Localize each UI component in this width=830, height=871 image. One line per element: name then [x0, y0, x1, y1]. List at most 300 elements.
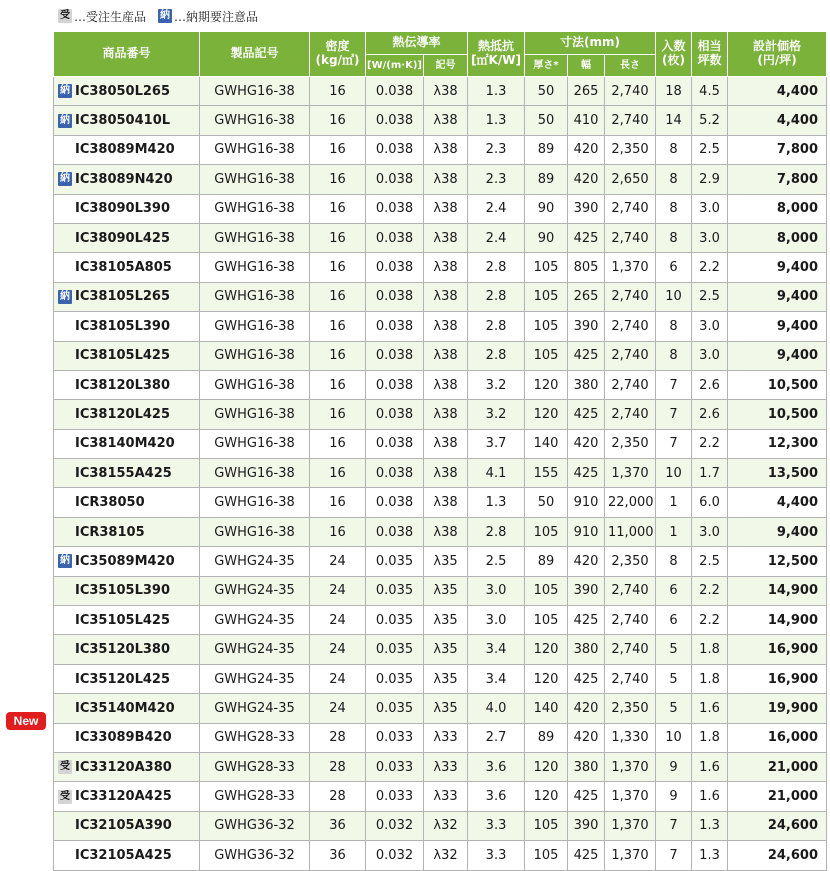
header-width: 幅 [568, 55, 605, 77]
thickness-cell: 140 [525, 694, 568, 723]
product-no-text: IC35105L425 [75, 612, 171, 628]
width-cell: 425 [568, 223, 605, 252]
conductivity-cell: 0.035 [366, 694, 424, 723]
price-cell: 9,400 [728, 253, 827, 282]
header-density [310, 32, 366, 77]
symbol-cell: λ33 [424, 723, 468, 752]
width-cell: 420 [568, 694, 605, 723]
symbol-cell: λ38 [424, 282, 468, 311]
nou-badge-icon: 納 [160, 10, 171, 21]
price-cell: 7,800 [728, 165, 827, 194]
conductivity-cell: 0.033 [366, 723, 424, 752]
product-no-text: IC38120L380 [75, 377, 171, 393]
ju-badge-icon: 受 [60, 761, 70, 773]
symbol-cell: λ38 [424, 194, 468, 223]
product-no-cell [54, 752, 200, 781]
header-quantity-label: 入数 [661, 39, 686, 54]
table-row [54, 341, 827, 370]
quantity-cell: 8 [656, 341, 692, 370]
resistance-cell: 3.3 [468, 841, 525, 870]
product-no-cell [54, 77, 200, 106]
symbol-cell: λ38 [424, 223, 468, 252]
resistance-cell: 3.0 [468, 576, 525, 605]
table-row [54, 723, 827, 752]
width-cell: 410 [568, 106, 605, 135]
product-no-text: IC38089M420 [75, 142, 175, 158]
table-row [54, 635, 827, 664]
length-cell: 2,350 [605, 547, 656, 576]
density-cell: 16 [310, 135, 366, 164]
length-cell: 1,370 [605, 253, 656, 282]
code-cell: GWHG16-38 [200, 400, 310, 429]
length-cell: 11,000 [605, 517, 656, 546]
thickness-cell: 120 [525, 782, 568, 811]
price-cell: 10,500 [728, 400, 827, 429]
table-row [54, 223, 827, 252]
header-resistance-unit: [㎡K/W] [471, 53, 521, 67]
tsubo-cell: 2.5 [692, 547, 728, 576]
thickness-cell: 120 [525, 400, 568, 429]
product-no-cell [54, 782, 200, 811]
header-resistance [468, 32, 525, 77]
tsubo-cell: 3.0 [692, 194, 728, 223]
product-no-cell [54, 223, 200, 252]
product-no-text: IC38050L265 [75, 83, 171, 99]
header-symbol: 記号 [424, 55, 468, 77]
thickness-cell: 50 [525, 77, 568, 106]
density-cell: 16 [310, 370, 366, 399]
quantity-cell: 8 [656, 312, 692, 341]
width-cell: 420 [568, 429, 605, 458]
conductivity-cell: 0.038 [366, 135, 424, 164]
product-no-cell [54, 370, 200, 399]
code-cell: GWHG16-38 [200, 341, 310, 370]
nou-badge-icon: 納 [60, 290, 70, 302]
tsubo-cell: 5.2 [692, 106, 728, 135]
table-row [54, 517, 827, 546]
code-cell: GWHG16-38 [200, 253, 310, 282]
table-row [54, 135, 827, 164]
nou-badge-icon: 納 [60, 85, 70, 97]
conductivity-cell: 0.035 [366, 547, 424, 576]
product-no-text: IC35120L425 [75, 671, 171, 687]
header-resistance-label: 熱抵抗 [478, 39, 515, 54]
thickness-cell: 90 [525, 223, 568, 252]
thickness-cell: 105 [525, 282, 568, 311]
density-cell: 24 [310, 576, 366, 605]
tsubo-cell: 3.0 [692, 312, 728, 341]
quantity-cell: 1 [656, 517, 692, 546]
product-no-text: IC38105L390 [75, 318, 171, 334]
code-cell: GWHG28-33 [200, 723, 310, 752]
product-no-cell [54, 517, 200, 546]
quantity-cell: 8 [656, 194, 692, 223]
density-cell: 28 [310, 782, 366, 811]
product-no-cell [54, 576, 200, 605]
resistance-cell: 3.4 [468, 635, 525, 664]
conductivity-cell: 0.038 [366, 106, 424, 135]
thickness-cell: 105 [525, 841, 568, 870]
width-cell: 425 [568, 664, 605, 693]
length-cell: 1,370 [605, 782, 656, 811]
price-cell: 4,400 [728, 106, 827, 135]
tsubo-cell: 1.6 [692, 782, 728, 811]
table-row [54, 370, 827, 399]
table-row [54, 576, 827, 605]
ju-badge-icon: 受 [60, 10, 70, 21]
width-cell: 425 [568, 782, 605, 811]
tsubo-cell: 2.2 [692, 576, 728, 605]
new-badge: New [6, 712, 46, 730]
quantity-cell: 9 [656, 752, 692, 781]
header-tsubo [692, 32, 728, 77]
width-cell: 425 [568, 459, 605, 488]
product-no-text: IC33089B420 [75, 730, 172, 746]
thickness-cell: 120 [525, 752, 568, 781]
header-product-code: 製品記号 [200, 32, 310, 77]
symbol-cell: λ35 [424, 635, 468, 664]
table-row [54, 165, 827, 194]
thickness-cell: 120 [525, 635, 568, 664]
price-cell: 7,800 [728, 135, 827, 164]
product-no-text: IC38155A425 [75, 465, 172, 481]
conductivity-cell: 0.038 [366, 400, 424, 429]
symbol-cell: λ38 [424, 517, 468, 546]
resistance-cell: 2.7 [468, 723, 525, 752]
product-no-text: IC35120L380 [75, 642, 171, 658]
width-cell: 420 [568, 165, 605, 194]
length-cell: 2,740 [605, 194, 656, 223]
symbol-cell: λ35 [424, 547, 468, 576]
length-cell: 2,740 [605, 400, 656, 429]
density-cell: 28 [310, 723, 366, 752]
quantity-cell: 6 [656, 253, 692, 282]
resistance-cell: 2.8 [468, 312, 525, 341]
width-cell: 420 [568, 723, 605, 752]
table-row [54, 429, 827, 458]
conductivity-cell: 0.038 [366, 459, 424, 488]
resistance-cell: 3.4 [468, 664, 525, 693]
conductivity-cell: 0.033 [366, 752, 424, 781]
length-cell: 1,370 [605, 752, 656, 781]
conductivity-cell: 0.038 [366, 517, 424, 546]
price-cell: 14,900 [728, 606, 827, 635]
header-length: 長さ [605, 55, 656, 77]
nou-badge-icon: 納 [60, 173, 70, 185]
conductivity-cell: 0.038 [366, 77, 424, 106]
quantity-cell: 7 [656, 811, 692, 840]
header-price [728, 32, 827, 77]
table-row [54, 282, 827, 311]
quantity-cell: 7 [656, 841, 692, 870]
table-row [54, 488, 827, 517]
resistance-cell: 2.3 [468, 165, 525, 194]
product-no-cell [54, 488, 200, 517]
quantity-cell: 18 [656, 77, 692, 106]
product-no-cell [54, 400, 200, 429]
density-cell: 16 [310, 400, 366, 429]
price-cell: 16,900 [728, 635, 827, 664]
conductivity-cell: 0.035 [366, 606, 424, 635]
quantity-cell: 8 [656, 547, 692, 576]
price-cell: 12,500 [728, 547, 827, 576]
product-no-cell [54, 253, 200, 282]
width-cell: 910 [568, 517, 605, 546]
width-cell: 380 [568, 752, 605, 781]
code-cell: GWHG16-38 [200, 370, 310, 399]
table-row [54, 782, 827, 811]
price-cell: 9,400 [728, 341, 827, 370]
density-cell: 24 [310, 664, 366, 693]
thickness-cell: 105 [525, 576, 568, 605]
tsubo-cell: 1.3 [692, 841, 728, 870]
resistance-cell: 3.0 [468, 606, 525, 635]
width-cell: 420 [568, 547, 605, 576]
table-row [54, 400, 827, 429]
table-row [54, 606, 827, 635]
legend-nou-text: …納期要注意品 [174, 9, 259, 24]
quantity-cell: 8 [656, 223, 692, 252]
price-cell: 24,600 [728, 841, 827, 870]
price-cell: 12,300 [728, 429, 827, 458]
density-cell: 24 [310, 547, 366, 576]
product-no-cell [54, 606, 200, 635]
table-row [54, 841, 827, 870]
resistance-cell: 2.4 [468, 223, 525, 252]
price-cell: 19,900 [728, 694, 827, 723]
density-cell: 16 [310, 341, 366, 370]
symbol-cell: λ38 [424, 370, 468, 399]
thickness-cell: 89 [525, 723, 568, 752]
conductivity-cell: 0.035 [366, 664, 424, 693]
product-no-cell [54, 664, 200, 693]
length-cell: 1,370 [605, 459, 656, 488]
resistance-cell: 1.3 [468, 106, 525, 135]
density-cell: 24 [310, 694, 366, 723]
tsubo-cell: 1.8 [692, 723, 728, 752]
product-no-text: IC38050410L [75, 113, 171, 129]
product-no-text: IC33120A380 [75, 759, 172, 775]
product-no-text: ICR38105 [75, 524, 145, 540]
tsubo-cell: 3.0 [692, 341, 728, 370]
density-cell: 16 [310, 106, 366, 135]
tsubo-cell: 4.5 [692, 77, 728, 106]
resistance-cell: 2.3 [468, 135, 525, 164]
tsubo-cell: 1.8 [692, 635, 728, 664]
product-no-cell [54, 312, 200, 341]
tsubo-cell: 3.0 [692, 517, 728, 546]
length-cell: 2,740 [605, 635, 656, 664]
header-density-unit: (kg/㎥) [315, 53, 360, 67]
resistance-cell: 4.0 [468, 694, 525, 723]
table-row [54, 106, 827, 135]
code-cell: GWHG16-38 [200, 429, 310, 458]
length-cell: 2,740 [605, 223, 656, 252]
width-cell: 265 [568, 282, 605, 311]
density-cell: 28 [310, 752, 366, 781]
length-cell: 2,740 [605, 282, 656, 311]
symbol-cell: λ32 [424, 811, 468, 840]
quantity-cell: 9 [656, 782, 692, 811]
thickness-cell: 140 [525, 429, 568, 458]
tsubo-cell: 2.2 [692, 253, 728, 282]
thickness-cell: 120 [525, 370, 568, 399]
length-cell: 2,740 [605, 606, 656, 635]
price-cell: 9,400 [728, 517, 827, 546]
tsubo-cell: 3.0 [692, 223, 728, 252]
width-cell: 380 [568, 370, 605, 399]
price-cell: 21,000 [728, 752, 827, 781]
product-no-cell [54, 135, 200, 164]
tsubo-cell: 2.2 [692, 606, 728, 635]
tsubo-cell: 1.6 [692, 752, 728, 781]
resistance-cell: 2.8 [468, 282, 525, 311]
code-cell: GWHG36-32 [200, 811, 310, 840]
conductivity-cell: 0.038 [366, 370, 424, 399]
code-cell: GWHG16-38 [200, 223, 310, 252]
price-cell: 9,400 [728, 282, 827, 311]
table-row [54, 253, 827, 282]
product-no-text: IC32105A390 [75, 818, 172, 834]
symbol-cell: λ35 [424, 694, 468, 723]
symbol-cell: λ38 [424, 77, 468, 106]
code-cell: GWHG16-38 [200, 517, 310, 546]
resistance-cell: 3.2 [468, 400, 525, 429]
product-no-text: IC38120L425 [75, 406, 171, 422]
quantity-cell: 7 [656, 429, 692, 458]
symbol-cell: λ33 [424, 782, 468, 811]
resistance-cell: 3.2 [468, 370, 525, 399]
length-cell: 2,650 [605, 165, 656, 194]
table-row [54, 459, 827, 488]
header-conductivity: 熱伝導率 [366, 32, 468, 55]
thickness-cell: 105 [525, 606, 568, 635]
symbol-cell: λ32 [424, 841, 468, 870]
resistance-cell: 3.6 [468, 782, 525, 811]
length-cell: 2,350 [605, 429, 656, 458]
width-cell: 380 [568, 635, 605, 664]
quantity-cell: 7 [656, 400, 692, 429]
symbol-cell: λ38 [424, 429, 468, 458]
symbol-cell: λ38 [424, 253, 468, 282]
product-spec-table [53, 31, 827, 871]
code-cell: GWHG16-38 [200, 106, 310, 135]
price-cell: 8,000 [728, 223, 827, 252]
price-cell: 24,600 [728, 811, 827, 840]
density-cell: 36 [310, 841, 366, 870]
code-cell: GWHG36-32 [200, 841, 310, 870]
header-price-label: 設計価格 [753, 39, 802, 54]
quantity-cell: 8 [656, 165, 692, 194]
tsubo-cell: 2.2 [692, 429, 728, 458]
product-no-cell [54, 694, 200, 723]
code-cell: GWHG16-38 [200, 135, 310, 164]
conductivity-cell: 0.038 [366, 223, 424, 252]
conductivity-cell: 0.038 [366, 429, 424, 458]
nou-badge-icon: 納 [60, 114, 70, 126]
product-no-cell [54, 106, 200, 135]
table-row [54, 694, 827, 723]
width-cell: 805 [568, 253, 605, 282]
conductivity-cell: 0.035 [366, 576, 424, 605]
quantity-cell: 6 [656, 576, 692, 605]
tsubo-cell: 2.6 [692, 370, 728, 399]
header-thickness: 厚さ* [525, 55, 568, 77]
product-no-text: IC38090L425 [75, 230, 171, 246]
thickness-cell: 50 [525, 488, 568, 517]
conductivity-cell: 0.033 [366, 782, 424, 811]
code-cell: GWHG24-35 [200, 694, 310, 723]
density-cell: 16 [310, 517, 366, 546]
price-cell: 10,500 [728, 370, 827, 399]
length-cell: 2,740 [605, 370, 656, 399]
header-quantity-unit: (枚) [662, 53, 685, 67]
code-cell: GWHG16-38 [200, 77, 310, 106]
code-cell: GWHG24-35 [200, 664, 310, 693]
conductivity-cell: 0.038 [366, 165, 424, 194]
density-cell: 16 [310, 165, 366, 194]
tsubo-cell: 1.8 [692, 664, 728, 693]
thickness-cell: 105 [525, 811, 568, 840]
product-no-text: IC38105A805 [75, 260, 172, 276]
product-no-cell [54, 841, 200, 870]
width-cell: 265 [568, 77, 605, 106]
header-product-no: 商品番号 [54, 32, 200, 77]
length-cell: 1,370 [605, 841, 656, 870]
tsubo-cell: 1.3 [692, 811, 728, 840]
header-conductivity-unit: [W/(m·K)] [366, 55, 424, 77]
product-no-text: IC38140M420 [75, 436, 175, 452]
table-row [54, 811, 827, 840]
thickness-cell: 89 [525, 135, 568, 164]
density-cell: 16 [310, 77, 366, 106]
width-cell: 910 [568, 488, 605, 517]
tsubo-cell: 2.9 [692, 165, 728, 194]
product-no-cell [54, 811, 200, 840]
product-no-text: ICR38050 [75, 495, 145, 511]
code-cell: GWHG16-38 [200, 459, 310, 488]
price-cell: 16,900 [728, 664, 827, 693]
conductivity-cell: 0.038 [366, 341, 424, 370]
conductivity-cell: 0.038 [366, 282, 424, 311]
thickness-cell: 50 [525, 106, 568, 135]
code-cell: GWHG24-35 [200, 635, 310, 664]
product-no-text: IC32105A425 [75, 847, 172, 863]
width-cell: 390 [568, 811, 605, 840]
code-cell: GWHG24-35 [200, 576, 310, 605]
quantity-cell: 7 [656, 370, 692, 399]
price-cell: 16,000 [728, 723, 827, 752]
symbol-cell: λ35 [424, 664, 468, 693]
symbol-cell: λ38 [424, 488, 468, 517]
code-cell: GWHG16-38 [200, 312, 310, 341]
product-no-cell [54, 459, 200, 488]
code-cell: GWHG24-35 [200, 547, 310, 576]
tsubo-cell: 6.0 [692, 488, 728, 517]
density-cell: 24 [310, 635, 366, 664]
ju-badge-icon: 受 [60, 790, 70, 802]
table-row [54, 194, 827, 223]
symbol-cell: λ38 [424, 165, 468, 194]
header-tsubo-unit: 坪数 [697, 53, 722, 67]
quantity-cell: 10 [656, 459, 692, 488]
width-cell: 425 [568, 341, 605, 370]
code-cell: GWHG16-38 [200, 194, 310, 223]
resistance-cell: 3.6 [468, 752, 525, 781]
width-cell: 425 [568, 606, 605, 635]
product-no-cell [54, 429, 200, 458]
symbol-cell: λ38 [424, 341, 468, 370]
